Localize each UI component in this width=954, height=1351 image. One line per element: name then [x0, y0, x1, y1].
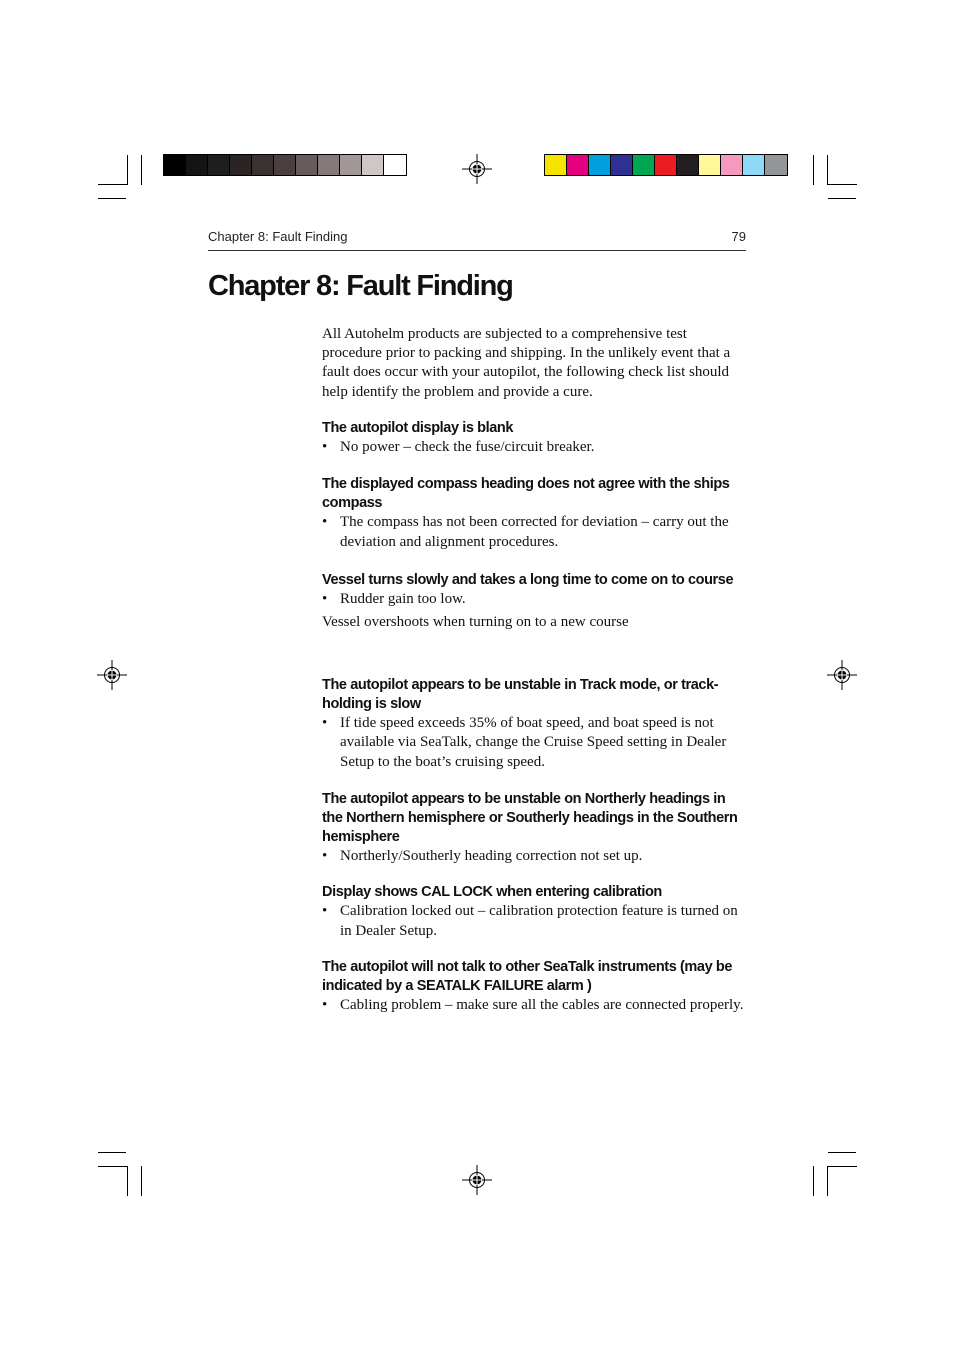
remedy-item: • Northerly/Southerly heading correction not set up.	[322, 847, 746, 867]
color-swatch	[633, 155, 655, 175]
crop-mark	[141, 155, 142, 185]
color-swatch	[545, 155, 567, 175]
crop-mark	[827, 155, 828, 185]
chapter-title: Chapter 8: Fault Finding	[208, 270, 513, 302]
crop-mark	[127, 155, 128, 185]
crop-mark	[141, 1166, 142, 1196]
color-swatch	[384, 155, 406, 175]
fault-section	[322, 475, 746, 552]
color-swatch	[186, 155, 208, 175]
fault-section	[322, 571, 746, 633]
fault-heading: Vessel turns slowly and takes a long time to come on to course	[322, 571, 734, 588]
remedy-list	[322, 902, 746, 941]
registration-mark-icon	[97, 660, 127, 690]
page-content	[322, 325, 746, 1016]
remedy-item: • Cabling problem – make sure all the cables are connected properly.	[322, 996, 746, 1016]
fault-heading: The autopilot display is blank	[322, 419, 514, 436]
header-rule	[208, 250, 746, 251]
crop-mark	[813, 155, 814, 185]
color-swatch	[699, 155, 721, 175]
color-swatch	[340, 155, 362, 175]
color-swatch	[362, 155, 384, 175]
fault-heading: The displayed compass heading does not agree with the ships compass	[322, 476, 730, 512]
crop-mark	[98, 1166, 128, 1167]
crop-mark	[827, 1166, 828, 1196]
remedy-item: • No power – check the fuse/circuit breaker.	[322, 438, 746, 458]
fault-section	[322, 790, 746, 867]
registration-mark-icon	[462, 154, 492, 184]
crop-mark	[98, 198, 126, 199]
fault-section	[322, 419, 746, 458]
color-swatch	[721, 155, 743, 175]
crop-mark	[827, 184, 857, 185]
fault-section	[322, 883, 746, 941]
remedy-list	[322, 996, 746, 1016]
process-color-bar	[544, 154, 788, 176]
color-swatch	[611, 155, 633, 175]
color-swatch	[567, 155, 589, 175]
crop-mark	[127, 1166, 128, 1196]
color-swatch	[208, 155, 230, 175]
fault-note: Vessel overshoots when turning on to a new course	[322, 614, 629, 631]
color-swatch	[230, 155, 252, 175]
remedy-list	[322, 714, 746, 773]
crop-mark	[98, 184, 128, 185]
remedy-list	[322, 590, 746, 610]
fault-heading: The autopilot will not talk to other SeaTalk instruments (may be indicated by a SEATALK FAILURE alarm )	[322, 959, 732, 995]
color-swatch	[318, 155, 340, 175]
color-swatch	[589, 155, 611, 175]
crop-mark	[813, 1166, 814, 1196]
remedy-item: • If tide speed exceeds 35% of boat speed, and boat speed is not available via SeaTalk, change the Cruise Speed setting in Dealer Setup to the boat’s cruising speed.	[322, 714, 746, 773]
fault-heading: Display shows CAL LOCK when entering calibration	[322, 884, 662, 901]
page-number: 79	[731, 229, 746, 244]
fault-section	[322, 958, 746, 1016]
running-header	[208, 229, 746, 244]
remedy-list	[322, 513, 746, 552]
color-swatch	[164, 155, 186, 175]
registration-mark-icon	[827, 660, 857, 690]
grayscale-color-bar	[163, 154, 407, 176]
remedy-item: • The compass has not been corrected for deviation – carry out the deviation and alignment procedures.	[322, 513, 746, 552]
color-swatch	[296, 155, 318, 175]
crop-mark	[98, 1152, 126, 1153]
color-swatch	[252, 155, 274, 175]
registration-mark-icon	[462, 1165, 492, 1195]
running-title: Chapter 8: Fault Finding	[208, 229, 348, 244]
color-swatch	[677, 155, 699, 175]
fault-section	[322, 676, 746, 773]
fault-heading: The autopilot appears to be unstable on Northerly headings in the Northern hemisphere or Southerly headings in the Southern hemisphere	[322, 790, 738, 845]
color-swatch	[743, 155, 765, 175]
crop-mark	[828, 198, 856, 199]
remedy-item: • Rudder gain too low.	[322, 590, 746, 610]
remedy-list	[322, 847, 746, 867]
intro-paragraph: All Autohelm products are subjected to a comprehensive test procedure prior to packing and shipping. In the unlikely event that a fault does occur with your autopilot, the following check list should help identify the problem and provide a cure.	[322, 326, 731, 400]
remedy-item: • Calibration locked out – calibration protection feature is turned on in Dealer Setup.	[322, 902, 746, 941]
remedy-list	[322, 438, 746, 458]
fault-heading: The autopilot appears to be unstable in Track mode, or track-holding is slow	[322, 676, 719, 712]
color-swatch	[274, 155, 296, 175]
crop-mark	[828, 1152, 856, 1153]
color-swatch	[655, 155, 677, 175]
crop-mark	[827, 1166, 857, 1167]
color-swatch	[765, 155, 787, 175]
